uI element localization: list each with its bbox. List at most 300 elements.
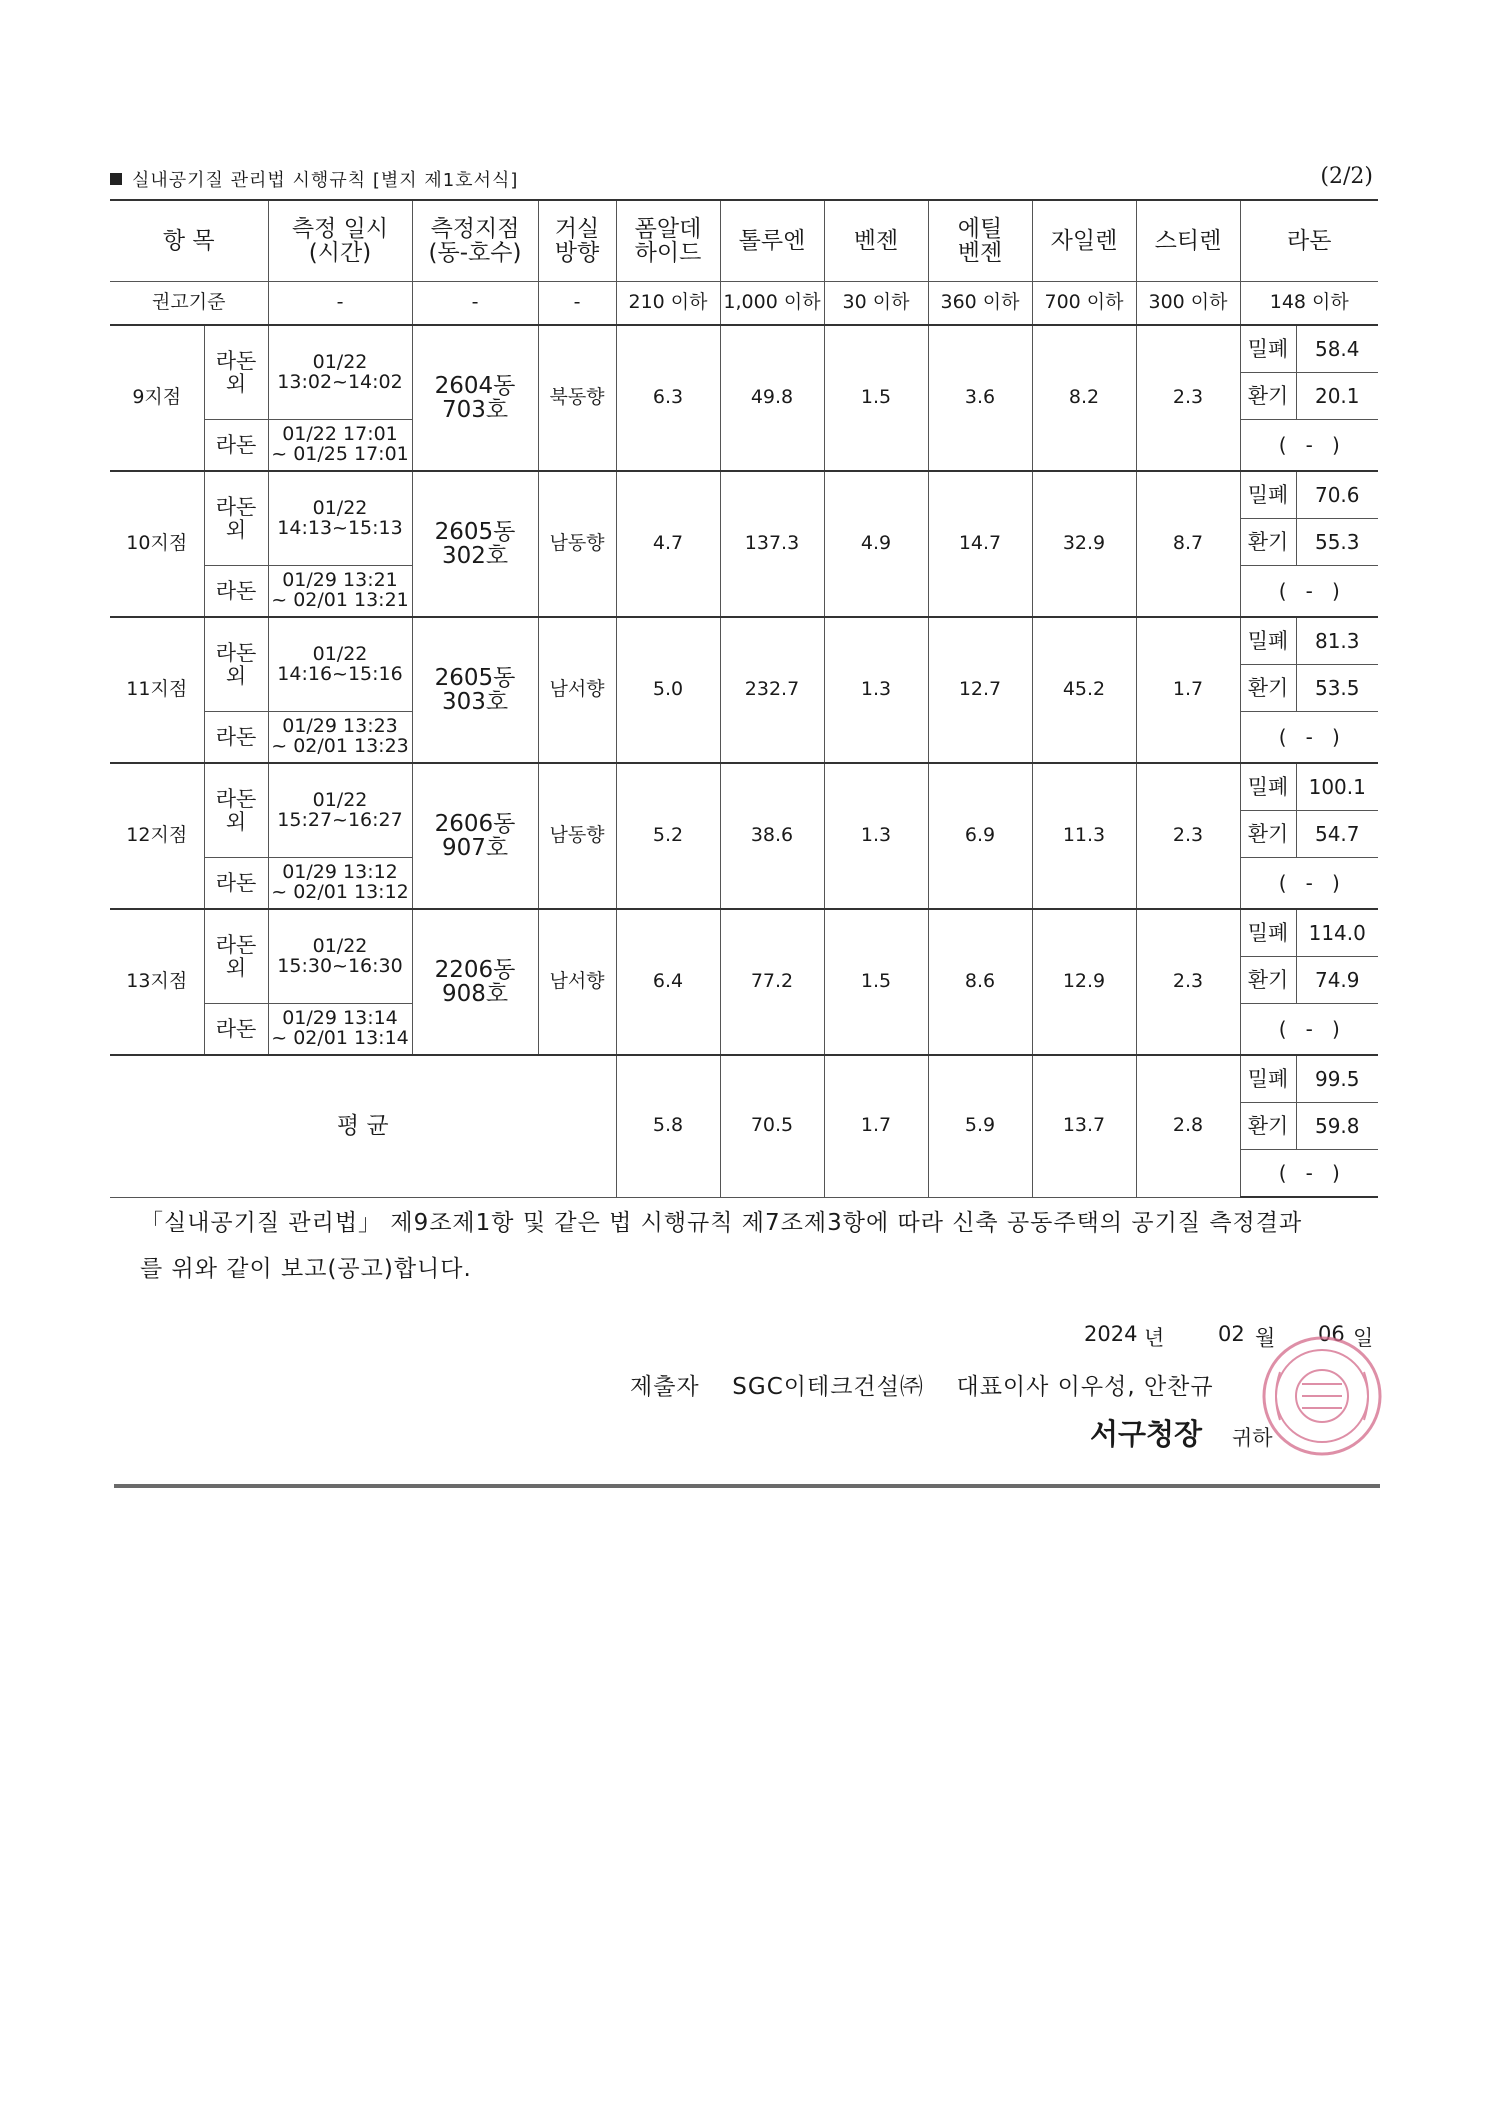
radon-time (268, 1004, 412, 1056)
site-location-l2: 303호 (441, 689, 509, 715)
paren-open: ( (1278, 1016, 1287, 1041)
radon-time-l1: 01/22 17:01 (282, 423, 398, 446)
site-direction (538, 471, 616, 617)
radon-vent-label-text: 환기 (1247, 821, 1289, 846)
radon-closed-label (1240, 617, 1296, 665)
value-toluene (720, 909, 824, 1055)
other-label-l1: 라돈 (215, 495, 257, 520)
value-xylene-text: 32.9 (1062, 532, 1106, 555)
other-time-l2: 14:16~15:16 (277, 662, 403, 685)
value-toluene-text: 77.2 (750, 970, 794, 993)
other-label (204, 471, 268, 566)
other-label-l2: 외 (225, 371, 247, 396)
radon-vent-label (1240, 957, 1296, 1004)
average-formaldehyde (616, 1055, 720, 1197)
other-time (268, 471, 412, 566)
paren-close: ) (1331, 724, 1340, 749)
value-formaldehyde-text: 4.7 (652, 532, 684, 555)
site-direction-text: 남동향 (549, 824, 605, 847)
site-row (110, 763, 1378, 811)
paren-dash: - (1305, 870, 1313, 895)
value-xylene (1032, 325, 1136, 471)
radon-closed-value-text: 81.3 (1314, 628, 1360, 653)
submitter-title: 대표이사 이우성, 안찬규 (956, 1374, 1214, 1400)
site-direction-text: 남서향 (549, 678, 605, 701)
value-ethylbenzene-text: 8.6 (964, 970, 996, 993)
site-location-l2: 703호 (441, 397, 509, 423)
other-label-l1: 라돈 (215, 349, 257, 374)
site-name (110, 325, 204, 471)
date-day-unit: 일 (1353, 1326, 1374, 1350)
radon-time-l2: ~ 01/25 17:01 (271, 443, 409, 465)
value-benzene (824, 471, 928, 617)
average-ethylbenzene-text: 5.9 (964, 1114, 996, 1137)
company-seal-icon (1258, 1332, 1386, 1460)
site-name-text: 11지점 (126, 678, 188, 701)
radon-time (268, 420, 412, 472)
other-time (268, 617, 412, 712)
header-location (412, 200, 538, 282)
value-ethylbenzene (928, 325, 1032, 471)
site-location (412, 471, 538, 617)
other-label-l2: 외 (225, 663, 247, 688)
standard-datetime: - (268, 282, 412, 326)
average-closed-label-text: 밀폐 (1247, 1066, 1289, 1091)
page-number: (2/2) (1320, 164, 1373, 189)
value-xylene (1032, 763, 1136, 909)
header-benzene: 벤젠 (824, 200, 928, 282)
paren-dash: - (1305, 578, 1313, 603)
radon-time-l2: ~ 02/01 13:21 (271, 589, 409, 611)
other-time (268, 325, 412, 420)
paren-close: ) (1331, 1016, 1340, 1041)
paren-open: ( (1278, 724, 1287, 749)
value-formaldehyde (616, 617, 720, 763)
radon-closed-value-text: 100.1 (1308, 774, 1366, 799)
radon-closed-label-text: 밀폐 (1247, 336, 1289, 361)
header-formaldehyde (616, 200, 720, 282)
site-name-text: 13지점 (126, 970, 188, 993)
radon-vent-value-text: 53.5 (1314, 675, 1360, 700)
header-location-l2: (동-호수) (428, 240, 522, 266)
header-direction (538, 200, 616, 282)
radon-vent-value-text: 74.9 (1314, 967, 1360, 992)
value-benzene (824, 617, 928, 763)
header-ethylbenzene-l2: 벤젠 (957, 240, 1003, 266)
radon-time-l2: ~ 02/01 13:23 (271, 735, 409, 757)
radon-label-text: 라돈 (215, 578, 257, 603)
other-label-l1: 라돈 (215, 933, 257, 958)
site-name-text: 9지점 (132, 386, 182, 409)
radon-time (268, 566, 412, 618)
value-ethylbenzene (928, 909, 1032, 1055)
value-ethylbenzene (928, 471, 1032, 617)
radon-closed-value (1296, 325, 1378, 373)
other-time (268, 909, 412, 1004)
radon-vent-value-text: 54.7 (1314, 821, 1360, 846)
average-vent-value (1296, 1103, 1378, 1150)
recipient-name: 서구청장 (1090, 1417, 1203, 1451)
other-label-l1: 라돈 (215, 787, 257, 812)
site-location-l2: 908호 (441, 981, 509, 1007)
site-direction-text: 남동향 (549, 532, 605, 555)
radon-vent-value (1296, 373, 1378, 420)
value-styrene (1136, 617, 1240, 763)
radon-closed-value-text: 58.4 (1314, 336, 1360, 361)
radon-label (204, 1004, 268, 1056)
site-direction-text: 남서향 (549, 970, 605, 993)
header-datetime (268, 200, 412, 282)
radon-time (268, 858, 412, 910)
radon-label-text: 라돈 (215, 870, 257, 895)
site-name (110, 617, 204, 763)
radon-closed-label (1240, 763, 1296, 811)
standard-toluene: 1,000 이하 (720, 282, 824, 326)
paren-close: ) (1331, 870, 1340, 895)
average-xylene (1032, 1055, 1136, 1197)
value-formaldehyde (616, 471, 720, 617)
other-label-l2: 외 (225, 809, 247, 834)
other-time-l1: 01/22 (312, 496, 368, 519)
submitter-label: 제출자 (630, 1374, 700, 1400)
bottom-divider (114, 1484, 1380, 1488)
radon-paren (1240, 1004, 1378, 1056)
average-vent-value-text: 59.8 (1314, 1113, 1360, 1138)
radon-vent-value-text: 55.3 (1314, 529, 1360, 554)
average-closed-value (1296, 1055, 1378, 1103)
site-location (412, 909, 538, 1055)
average-toluene (720, 1055, 824, 1197)
radon-paren (1240, 566, 1378, 618)
standard-formaldehyde: 210 이하 (616, 282, 720, 326)
value-formaldehyde (616, 763, 720, 909)
other-label (204, 909, 268, 1004)
radon-closed-label (1240, 325, 1296, 373)
radon-closed-label (1240, 471, 1296, 519)
value-benzene-text: 1.5 (860, 386, 892, 409)
header-item-text: 항 목 (162, 227, 215, 254)
value-xylene-text: 8.2 (1068, 386, 1100, 409)
other-time-l1: 01/22 (312, 788, 368, 811)
paren-close: ) (1331, 432, 1340, 457)
header-ethylbenzene-l1: 에틸 (957, 215, 1003, 242)
value-ethylbenzene (928, 763, 1032, 909)
radon-vent-label (1240, 373, 1296, 420)
value-styrene-text: 1.7 (1172, 678, 1204, 701)
average-styrene-text: 2.8 (1172, 1114, 1204, 1137)
radon-paren (1240, 420, 1378, 472)
header-location-l1: 측정지점 (430, 215, 520, 242)
radon-closed-value (1296, 617, 1378, 665)
value-toluene (720, 325, 824, 471)
radon-time-l1: 01/29 13:23 (282, 715, 398, 738)
other-time-l1: 01/22 (312, 642, 368, 665)
radon-closed-value (1296, 471, 1378, 519)
average-vent-label (1240, 1103, 1296, 1150)
paren-dash: - (1305, 1016, 1313, 1041)
average-xylene-text: 13.7 (1062, 1114, 1106, 1137)
header-datetime-l2: (시간) (308, 240, 372, 266)
radon-label (204, 712, 268, 764)
value-styrene (1136, 325, 1240, 471)
date-month: 02 (1218, 1322, 1245, 1346)
value-formaldehyde-text: 6.4 (652, 970, 684, 993)
paren-open: ( (1278, 578, 1287, 603)
value-toluene-text: 49.8 (750, 386, 794, 409)
value-styrene-text: 8.7 (1172, 532, 1204, 555)
radon-closed-label-text: 밀폐 (1247, 774, 1289, 799)
site-row (110, 471, 1378, 519)
header-direction-l1: 거실 (554, 215, 600, 242)
other-label-l1: 라돈 (215, 641, 257, 666)
radon-vent-value-text: 20.1 (1314, 383, 1360, 408)
other-time-l1: 01/22 (312, 934, 368, 957)
square-bullet-icon (110, 173, 122, 185)
report-statement (140, 1200, 1380, 1292)
site-location-l2: 302호 (441, 543, 509, 569)
standard-radon: 148 이하 (1240, 282, 1378, 326)
other-label (204, 325, 268, 420)
date-day: 06 (1318, 1322, 1345, 1346)
other-label-l2: 외 (225, 517, 247, 542)
site-location (412, 763, 538, 909)
value-styrene (1136, 471, 1240, 617)
standard-row (110, 282, 1378, 326)
value-benzene-text: 1.5 (860, 970, 892, 993)
radon-closed-value (1296, 763, 1378, 811)
site-name (110, 763, 204, 909)
site-location-l1: 2605동 (434, 664, 516, 691)
radon-closed-value (1296, 909, 1378, 957)
standard-xylene: 700 이하 (1032, 282, 1136, 326)
submitter-line (630, 1368, 1214, 1401)
value-formaldehyde (616, 325, 720, 471)
value-benzene (824, 325, 928, 471)
radon-time-l1: 01/29 13:14 (282, 1007, 398, 1030)
standard-benzene: 30 이하 (824, 282, 928, 326)
radon-vent-label (1240, 519, 1296, 566)
average-label (110, 1055, 616, 1197)
radon-time (268, 712, 412, 764)
radon-closed-label-text: 밀폐 (1247, 482, 1289, 507)
radon-paren (1240, 712, 1378, 764)
radon-vent-label-text: 환기 (1247, 675, 1289, 700)
radon-closed-label-text: 밀폐 (1247, 628, 1289, 653)
value-styrene-text: 2.3 (1172, 386, 1204, 409)
value-toluene-text: 232.7 (744, 678, 800, 701)
header-radon: 라돈 (1240, 200, 1378, 282)
value-xylene (1032, 617, 1136, 763)
average-paren (1240, 1150, 1378, 1198)
radon-vent-value (1296, 957, 1378, 1004)
standard-location: - (412, 282, 538, 326)
date-month-unit: 월 (1255, 1326, 1276, 1350)
site-name-text: 12지점 (126, 824, 188, 847)
radon-label (204, 858, 268, 910)
paren-dash: - (1305, 432, 1313, 457)
other-time (268, 763, 412, 858)
value-styrene (1136, 909, 1240, 1055)
value-xylene-text: 12.9 (1062, 970, 1106, 993)
radon-time-l1: 01/29 13:12 (282, 861, 398, 884)
site-direction (538, 763, 616, 909)
paren-close: ) (1331, 1160, 1340, 1185)
other-time-l1: 01/22 (312, 350, 368, 373)
average-row (110, 1055, 1378, 1103)
radon-label (204, 420, 268, 472)
value-formaldehyde (616, 909, 720, 1055)
other-time-l2: 15:27~16:27 (277, 808, 403, 831)
value-benzene (824, 909, 928, 1055)
paren-dash: - (1305, 1160, 1313, 1185)
value-formaldehyde-text: 6.3 (652, 386, 684, 409)
report-statement-line2: 를 위와 같이 보고(공고)합니다. (140, 1256, 472, 1282)
standard-label: 권고기준 (110, 282, 268, 326)
value-xylene (1032, 471, 1136, 617)
paren-dash: - (1305, 724, 1313, 749)
radon-label (204, 566, 268, 618)
header-direction-l2: 방향 (554, 240, 600, 266)
site-row (110, 909, 1378, 957)
paren-open: ( (1278, 1160, 1287, 1185)
value-xylene-text: 45.2 (1062, 678, 1106, 701)
value-toluene-text: 38.6 (750, 824, 794, 847)
average-label-text: 평 균 (336, 1113, 389, 1140)
header-formaldehyde-l2: 하이드 (634, 240, 702, 266)
value-ethylbenzene-text: 14.7 (958, 532, 1002, 555)
radon-vent-label (1240, 811, 1296, 858)
radon-label-text: 라돈 (215, 1016, 257, 1041)
average-benzene-text: 1.7 (860, 1114, 892, 1137)
radon-closed-value-text: 114.0 (1308, 920, 1366, 945)
site-name (110, 909, 204, 1055)
site-location (412, 617, 538, 763)
site-row (110, 617, 1378, 665)
radon-vent-label (1240, 665, 1296, 712)
radon-closed-value-text: 70.6 (1314, 482, 1360, 507)
site-location-l2: 907호 (441, 835, 509, 861)
average-vent-label-text: 환기 (1247, 1113, 1289, 1138)
standard-direction: - (538, 282, 616, 326)
average-ethylbenzene (928, 1055, 1032, 1197)
site-direction (538, 617, 616, 763)
value-toluene (720, 617, 824, 763)
value-formaldehyde-text: 5.2 (652, 824, 684, 847)
other-time-l2: 14:13~15:13 (277, 516, 403, 539)
value-xylene (1032, 909, 1136, 1055)
radon-vent-label-text: 환기 (1247, 529, 1289, 554)
column-header-row (110, 200, 1378, 282)
site-direction-text: 북동향 (549, 386, 605, 409)
site-location-l1: 2206동 (434, 956, 516, 983)
site-name (110, 471, 204, 617)
value-ethylbenzene (928, 617, 1032, 763)
value-formaldehyde-text: 5.0 (652, 678, 684, 701)
radon-closed-label (1240, 909, 1296, 957)
value-toluene-text: 137.3 (744, 532, 800, 555)
average-toluene-text: 70.5 (750, 1114, 794, 1137)
submitter-company: SGC이테크건설㈜ (732, 1374, 924, 1400)
form-title (110, 166, 518, 192)
paren-open: ( (1278, 870, 1287, 895)
site-location-l1: 2605동 (434, 518, 516, 545)
header-ethylbenzene (928, 200, 1032, 282)
average-benzene (824, 1055, 928, 1197)
value-styrene-text: 2.3 (1172, 970, 1204, 993)
date-year-unit: 년 (1144, 1326, 1165, 1350)
site-name-text: 10지점 (126, 532, 188, 555)
header-toluene: 톨루엔 (720, 200, 824, 282)
value-toluene (720, 471, 824, 617)
report-statement-line1: 「실내공기질 관리법」 제9조제1항 및 같은 법 시행규칙 제7조제3항에 따라 신축 공동주택의 공기질 측정결과 (140, 1210, 1303, 1236)
value-ethylbenzene-text: 3.6 (964, 386, 996, 409)
value-styrene-text: 2.3 (1172, 824, 1204, 847)
header-formaldehyde-l1: 폼알데 (634, 215, 702, 242)
value-ethylbenzene-text: 6.9 (964, 824, 996, 847)
value-ethylbenzene-text: 12.7 (958, 678, 1002, 701)
site-direction (538, 325, 616, 471)
radon-time-l1: 01/29 13:21 (282, 569, 398, 592)
radon-vent-value (1296, 519, 1378, 566)
site-location-l1: 2604동 (434, 372, 516, 399)
value-xylene-text: 11.3 (1062, 824, 1106, 847)
paren-close: ) (1331, 578, 1340, 603)
form-header (110, 166, 1373, 196)
radon-vent-value (1296, 665, 1378, 712)
average-closed-label (1240, 1055, 1296, 1103)
site-row (110, 325, 1378, 373)
radon-vent-label-text: 환기 (1247, 383, 1289, 408)
form-title-text: 실내공기질 관리법 시행규칙 [별지 제1호서식] (132, 170, 519, 191)
standard-ethylbenzene: 360 이하 (928, 282, 1032, 326)
value-benzene-text: 4.9 (860, 532, 892, 555)
radon-label-text: 라돈 (215, 432, 257, 457)
value-styrene (1136, 763, 1240, 909)
radon-closed-label-text: 밀폐 (1247, 920, 1289, 945)
average-styrene (1136, 1055, 1240, 1197)
date-year: 2024 (1084, 1322, 1138, 1346)
value-benzene-text: 1.3 (860, 678, 892, 701)
value-toluene (720, 763, 824, 909)
site-direction (538, 909, 616, 1055)
header-styrene: 스티렌 (1136, 200, 1240, 282)
standard-styrene: 300 이하 (1136, 282, 1240, 326)
radon-vent-value (1296, 811, 1378, 858)
other-time-l2: 13:02~14:02 (277, 370, 403, 393)
value-benzene (824, 763, 928, 909)
average-closed-value-text: 99.5 (1314, 1066, 1360, 1091)
average-formaldehyde-text: 5.8 (652, 1114, 684, 1137)
site-location (412, 325, 538, 471)
measurement-table (110, 199, 1378, 1198)
header-item (110, 200, 268, 282)
other-time-l2: 15:30~16:30 (277, 954, 403, 977)
radon-label-text: 라돈 (215, 724, 257, 749)
radon-vent-label-text: 환기 (1247, 967, 1289, 992)
site-location-l1: 2606동 (434, 810, 516, 837)
radon-time-l2: ~ 02/01 13:14 (271, 1027, 409, 1049)
other-label (204, 617, 268, 712)
other-label (204, 763, 268, 858)
paren-open: ( (1278, 432, 1287, 457)
recipient-suffix: 귀하 (1232, 1426, 1273, 1450)
radon-paren (1240, 858, 1378, 910)
value-benzene-text: 1.3 (860, 824, 892, 847)
radon-time-l2: ~ 02/01 13:12 (271, 881, 409, 903)
header-xylene: 자일렌 (1032, 200, 1136, 282)
header-datetime-l1: 측정 일시 (291, 215, 389, 242)
other-label-l2: 외 (225, 955, 247, 980)
